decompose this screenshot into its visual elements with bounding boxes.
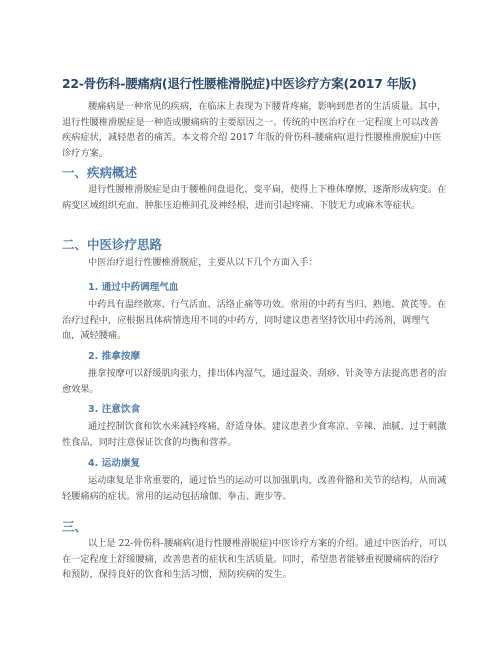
overview-text: 退行性腰椎滑脱症是由于腰椎间盘退化、变平扁，使得上下椎体摩擦，逐渐形成病变。在病变区域组织充血、肿胀压迫椎间孔及神经根，进而引起疼痛、下肢无力或麻木等症状。 (62, 184, 447, 211)
section-heading-overview: 一、疾病概述 (62, 165, 138, 180)
exercise-text: 运动康复是非常重要的，通过恰当的运动可以加强肌肉，改善骨骼和关节的结构，从而减轻腰痛病的症状。常用的运动包括瑜伽、拳击、跑步等。 (62, 475, 447, 502)
section-heading-approach: 二、中医诊疗思路 (62, 237, 163, 252)
subheading-exercise: 4. 运动康复 (88, 458, 141, 469)
exercise-paragraph (62, 473, 447, 504)
subheading-massage: 2. 推拿按摩 (88, 351, 141, 362)
diet-paragraph (62, 419, 447, 450)
approach-text: 中医治疗退行性腰椎滑脱症，主要从以下几个方面入手： (88, 257, 318, 268)
overview-paragraph (62, 182, 447, 213)
subheading-diet: 3. 注意饮食 (88, 404, 141, 415)
massage-text: 推拿按摩可以舒缓肌肉张力，排出体内湿气，通过温灸、刮痧、针灸等方法提高患者的治愈效果。 (62, 368, 447, 395)
approach-paragraph (62, 255, 447, 271)
subheading-herbal: 1. 通过中药调理气血 (88, 282, 179, 293)
diet-text: 通过控制饮食和饮水来减轻疼痛，舒适身体。建议患者少食寒凉、辛辣、油腻、过于刺激性食品，同时注意保证饮食的均衡和营养。 (62, 421, 447, 448)
massage-paragraph (62, 366, 447, 397)
herbal-text: 中药具有温经散寒、行气活血、活络止痛等功效。常用的中药有当归、熟地、黄芪等。在治疗过程中，应根据具体病情选用不同的中药方，同时建议患者坚持饮用中药汤剂，调理气血，减轻腰痛。 (62, 299, 447, 341)
intro-text: 腰痛病是一种常见的疾病，在临床上表现为下腰背疼痛，影响到患者的生活质量。其中，退行性腰椎滑脱症是一种造成腰痛病的主要原因之一。传统的中医治疗在一定程度上可以改善疾病症状，减轻患者的痛苦。本文将介绍 2017 年版的骨伤科-腰痛病(退行性腰椎滑脱症)中医诊疗方案。 (62, 101, 447, 159)
document-title: 22-骨伤科-腰痛病(退行性腰椎滑脱症)中医诊疗方案(2017 年版) (62, 76, 417, 91)
herbal-paragraph (62, 297, 447, 344)
intro-paragraph (62, 99, 447, 161)
conclusion-paragraph (62, 536, 447, 583)
conclusion-text: 以上是 22-骨伤科-腰痛病(退行性腰椎滑脱症)中医诊疗方案的介绍。通过中医治疗，可以在一定程度上舒缓腰痛，改善患者的症状和生活质量。同时，希望患者能够重视腰痛病的治疗和预防，保持良好的饮食和生活习惯，预防疾病的发生。 (62, 538, 447, 580)
section-heading-conclusion: 三、 (62, 519, 88, 534)
